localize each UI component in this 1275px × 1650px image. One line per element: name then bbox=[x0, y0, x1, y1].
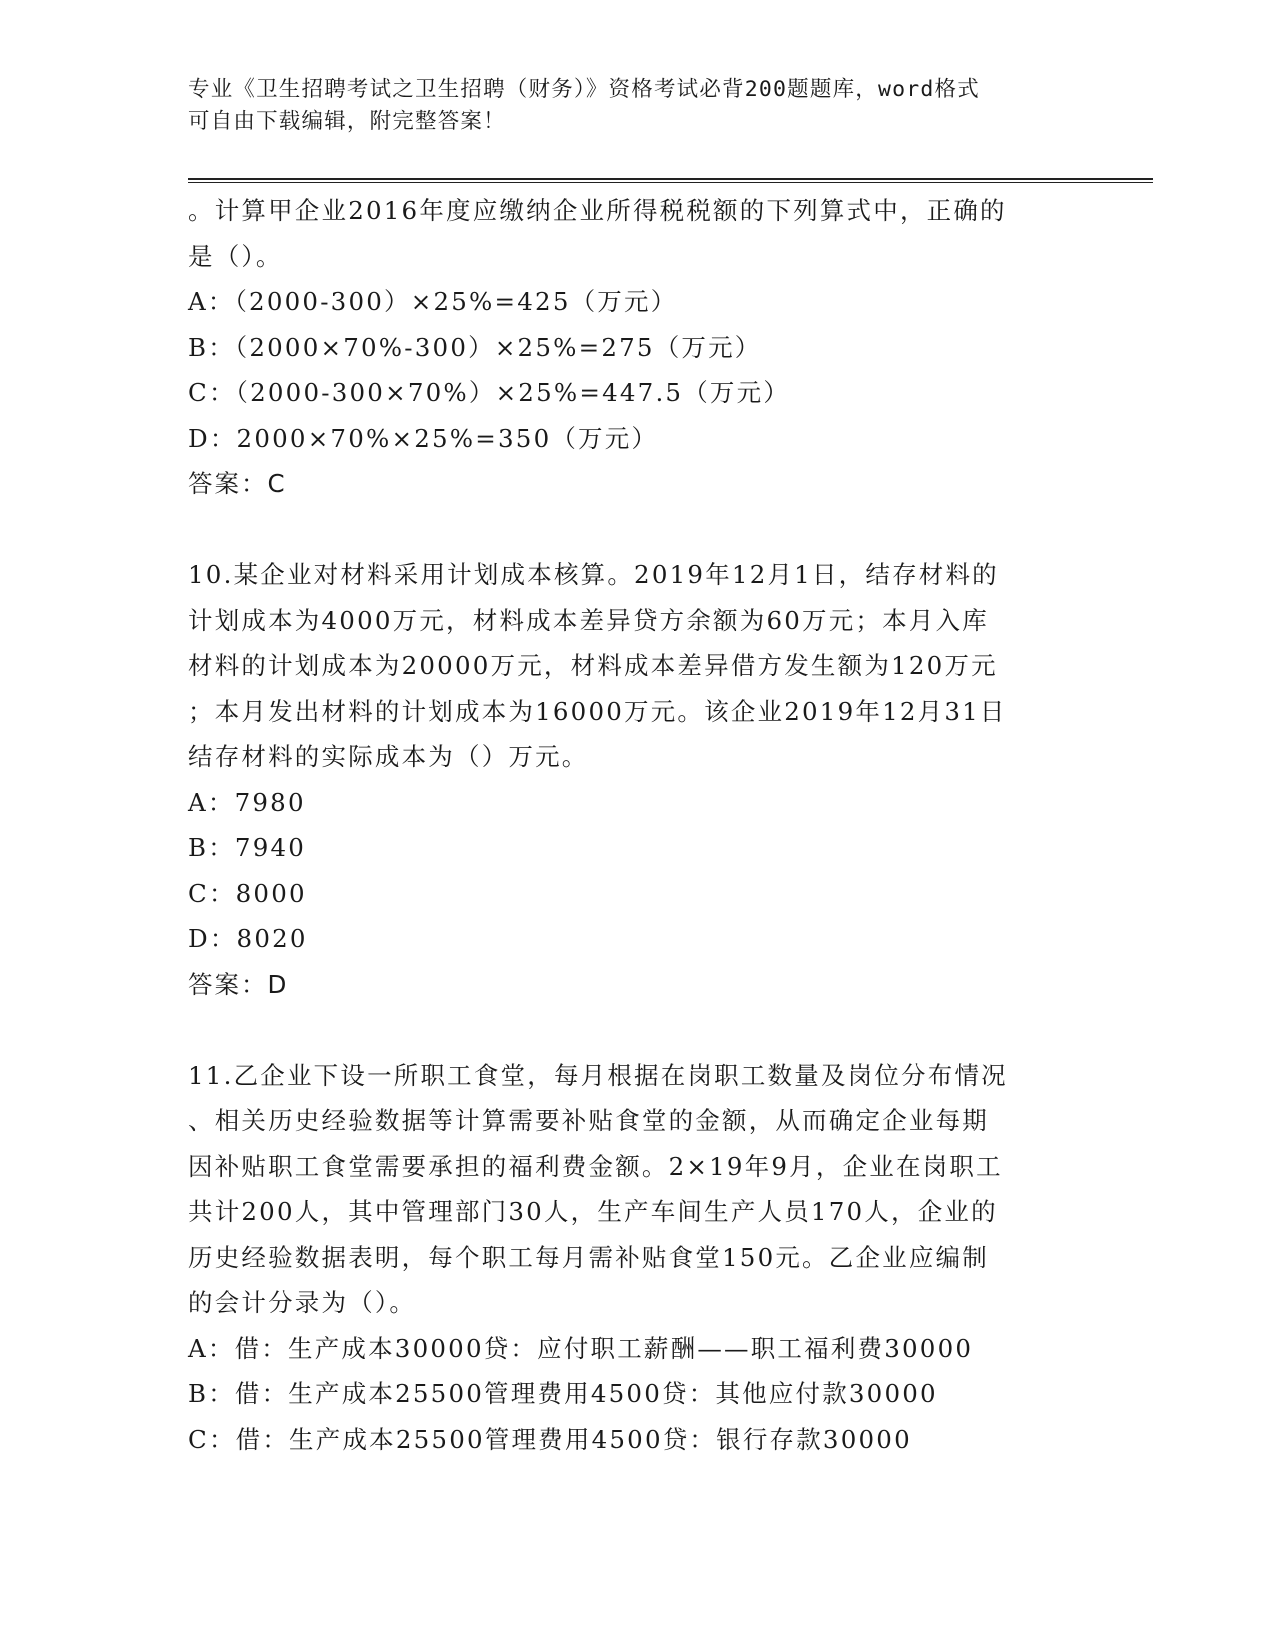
question-stem-line: ；本月发出材料的计划成本为16000万元。该企业2019年12月31日 bbox=[188, 696, 1007, 726]
question-list bbox=[188, 188, 1088, 1462]
option-c: C：（2000-300×70%）×25%=447.5（万元） bbox=[188, 378, 791, 407]
page-header bbox=[188, 74, 1068, 138]
question-stem-line: 的会计分录为（）。 bbox=[188, 1288, 417, 1317]
option-d: D：8020 bbox=[188, 924, 308, 953]
header-divider bbox=[188, 178, 1153, 183]
question-stem-line: 因补贴职工食堂需要承担的福利费金额。2×19年9月，企业在岗职工 bbox=[188, 1151, 1003, 1181]
question-block-9 bbox=[188, 188, 1088, 507]
spacer bbox=[188, 507, 1088, 553]
question-block-11 bbox=[188, 1053, 1088, 1463]
option-a: A：7980 bbox=[188, 787, 306, 817]
spacer bbox=[188, 1007, 1088, 1053]
option-b: B：7940 bbox=[188, 833, 307, 862]
header-line-2: 可自由下载编辑，附完整答案！ bbox=[188, 109, 506, 134]
option-c: C：借：生产成本25500管理费用4500贷：银行存款30000 bbox=[188, 1424, 912, 1454]
question-block-10 bbox=[188, 552, 1088, 1007]
answer-label: 答案：C bbox=[188, 469, 287, 498]
question-stem-line: 10.某企业对材料采用计划成本核算。2019年12月1日，结存材料的 bbox=[188, 560, 999, 589]
question-stem-line: 、相关历史经验数据等计算需要补贴食堂的金额，从而确定企业每期 bbox=[188, 1106, 989, 1135]
question-stem-line: 历史经验数据表明，每个职工每月需补贴食堂150元。乙企业应编制 bbox=[188, 1242, 989, 1272]
option-b: B：借：生产成本25500管理费用4500贷：其他应付款30000 bbox=[188, 1379, 938, 1408]
question-stem-line: 是（）。 bbox=[188, 241, 283, 271]
question-stem-line: 。计算甲企业2016年度应缴纳企业所得税税额的下列算式中，正确的 bbox=[188, 196, 1007, 225]
option-a: A：借：生产成本30000贷：应付职工薪酬——职工福利费30000 bbox=[188, 1333, 974, 1363]
answer-label: 答案：D bbox=[188, 969, 289, 999]
option-c: C：8000 bbox=[188, 878, 307, 908]
question-stem-line: 结存材料的实际成本为（）万元。 bbox=[188, 742, 589, 771]
header-line-1: 专业《卫生招聘考试之卫生招聘（财务）》资格考试必背200题题库，word格式 bbox=[188, 77, 980, 102]
option-a: A：（2000-300）×25%=425（万元） bbox=[188, 287, 678, 316]
option-d: D：2000×70%×25%=350（万元） bbox=[188, 423, 659, 453]
question-stem-line: 共计200人，其中管理部门30人，生产车间生产人员170人，企业的 bbox=[188, 1197, 998, 1226]
question-stem-line: 11.乙企业下设一所职工食堂，每月根据在岗职工数量及岗位分布情况 bbox=[188, 1060, 1008, 1090]
option-b: B：（2000×70%-300）×25%=275（万元） bbox=[188, 332, 762, 362]
question-stem-line: 计划成本为4000万元，材料成本差异贷方余额为60万元；本月入库 bbox=[188, 605, 989, 635]
question-stem-line: 材料的计划成本为20000万元，材料成本差异借方发生额为120万元 bbox=[188, 651, 998, 680]
